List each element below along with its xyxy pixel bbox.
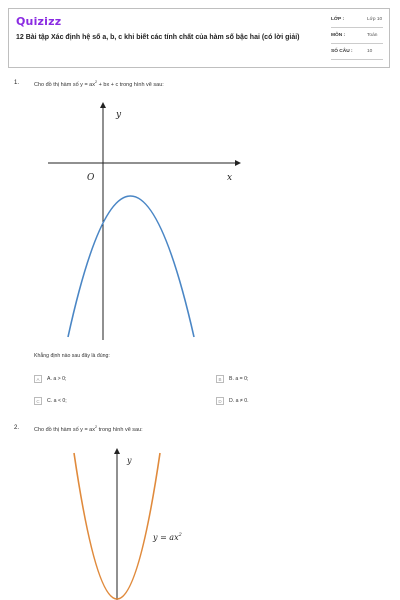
option-letter-box: B: [216, 375, 224, 383]
parabola-curve: [68, 196, 194, 337]
option-text: B. a = 0;: [229, 376, 249, 382]
question-text-part: Cho đồ thị hàm số y = ax: [34, 426, 95, 433]
question-text: [34, 80, 164, 88]
meta-divider: [331, 59, 383, 60]
origin-label: O: [87, 173, 95, 183]
question-number: 2.: [14, 425, 20, 431]
option-text: A. a > 0;: [47, 376, 67, 382]
x-axis-label: x: [227, 173, 233, 183]
meta-grade-value: Lớp 10: [367, 17, 383, 22]
option-a[interactable]: [34, 374, 66, 384]
meta-subject-key: MÔN :: [331, 33, 346, 38]
curve-label-exponent: 2: [178, 532, 182, 538]
option-d[interactable]: [216, 396, 249, 406]
option-c[interactable]: [34, 396, 67, 406]
option-letter-box: D: [216, 397, 224, 405]
meta-divider: [331, 27, 383, 28]
question-text-part: Cho đồ thị hàm số y = ax: [34, 81, 95, 88]
meta-divider: [331, 43, 383, 44]
exponent: 2: [95, 80, 98, 84]
exponent: 2: [95, 425, 98, 429]
parabola-graph-2: [0, 445, 400, 600]
curve-label-base: y = ax: [153, 533, 179, 542]
question-text-part: trong hình vẽ sau:: [97, 426, 143, 433]
meta-count-value: 10: [367, 49, 373, 54]
option-letter-box: A: [34, 375, 42, 383]
option-text: C. a < 0;: [47, 398, 67, 404]
question-statement: Khẳng định nào sau đây là đúng:: [34, 353, 110, 359]
option-text: D. a ≠ 0.: [229, 398, 249, 404]
curve-label: [152, 532, 182, 542]
y-axis-label: y: [127, 456, 132, 465]
question-text: [34, 425, 143, 433]
y-axis-label: y: [116, 110, 122, 120]
option-letter-box: C: [34, 397, 42, 405]
option-b[interactable]: [216, 374, 248, 384]
meta-count-key: SỐ CÂU :: [331, 49, 353, 54]
document-title: 12 Bài tập Xác định hệ số a, b, c khi biết các tính chất của hàm số bậc hai (có lời giải): [16, 34, 300, 41]
meta-subject-value: Toán: [367, 33, 378, 38]
document-header: [8, 8, 390, 68]
quizizz-logo: Quizizz: [16, 15, 62, 28]
parabola-graph-1: [0, 95, 400, 345]
question-number: 1.: [14, 80, 20, 86]
meta-grade-key: LỚP :: [331, 17, 345, 22]
question-text-part: + bx + c trong hình vẽ sau:: [97, 81, 164, 88]
